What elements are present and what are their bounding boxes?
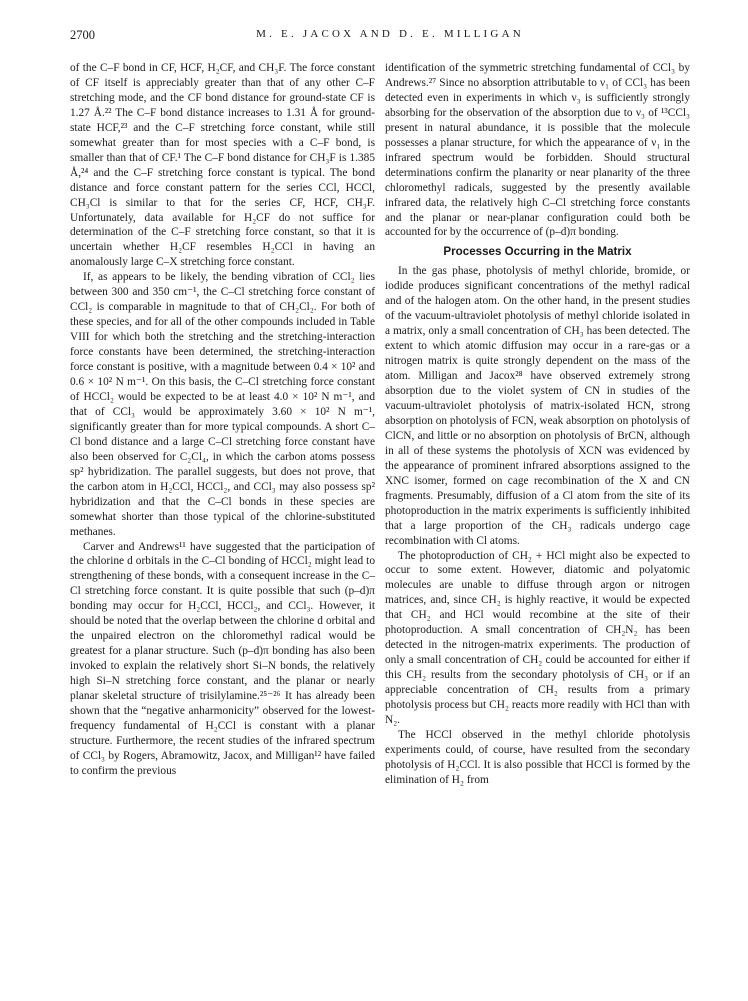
page-header (70, 28, 710, 48)
paragraph: of the C–F bond in CF, HCF, H₂CF, and CH₃F. The force constant of CF itself is appreciably greater than that of any other C–F stretching mode, and the CF bond distance for ground-state CF is 1.27 Å.²² The C–F bond distance increases to 1.31 Å for ground-state HCF,²³ and the C–F stretching force constant, while still somewhat greater than for most species with a C–F bond, is smaller than that of CF.¹ The C–F bond distance for CH₃F is 1.385 Å,²⁴ and the C–F stretching force constant is typical. The bond distance and force constant pattern for the series CCl, HCCl, CH₃Cl is similar to that for the series CF, HCF, CH₃F. Unfortunately, data available for H₂CF do not suffice for determination of the C–F stretching force constant, so that it is uncertain whether H₂CF resembles H₂CCl in having an anomalously large C–X stretching force constant. (70, 62, 375, 269)
paragraph: The photoproduction of CH₂ + HCl might also be expected to occur to some extent. However, diatomic and polyatomic molecules are unable to diffuse through argon or nitrogen matrices, and, since CH₂ is highly reactive, it would be expected that CH₂ and HCl would recombine at the site of their photoproduction. A small concentration of CH₂N₂ has been detected in the nitrogen-matrix experiments. The production of only a small concentration of CH₂ could be accounted for either if this CH₂ results from the secondary photolysis of CH₃ or if an appreciable concentration of CH₂ results from a primary photolysis process but CH₂ reacts more readily with HCl than with N₂. (385, 549, 690, 726)
right-column (385, 61, 690, 788)
page-number: 2700 (70, 28, 95, 42)
paragraph: identification of the symmetric stretching fundamental of CCl₃ by Andrews.²⁷ Since no absorption attributable to ν₁ of CCl₃ has been detected even in experiments in which ν₃ is sufficiently strongly absorbing for the observation of the absorption due to ν₃ of ¹³CCl₃ present in natural abundance, it is possible that the molecule possesses a planar structure, for which the appearance of ν₁ in the infrared spectrum would be forbidden. Should structural determinations confirm the planarity or near planarity of the three chloromethyl radicals, suggested by the presently available infrared data, the relatively high C–Cl stretching force constants and the planar or near-planar configuration could both be accounted for by the occurrence of (p–d)π bonding. (385, 62, 690, 239)
paragraph: Carver and Andrews¹¹ have suggested that the participation of the chlorine d orbitals in the C–Cl bonding of HCCl₂ might lead to strengthening of these bonds, with a consequent increase in the C–Cl stretching force constant. It is quite possible that such (p–d)π bonding may occur for H₂CCl, HCCl₂, and CCl₃. However, it should be noted that the overlap between the chlorine d orbital and the unpaired electron on the chloromethyl radical would be greatest for a planar structure. Such (p–d)π bonding has also been invoked to explain the relatively short Si–N bonds, the relatively high Si–N stretching force constant, and the planar or nearly planar skeletal structure of trisilylamine.²⁵⁻²⁶ It has already been shown that the “negative anharmonicity” observed for the lowest-frequency fundamental of H₂CCl is constant with a planar structure. Furthermore, the recent studies of the infrared spectrum of CCl₃ by Rogers, Abramowitz, Jacox, and Milligan¹² have failed to confirm the previous (70, 540, 375, 777)
paragraph: The HCCl observed in the methyl chloride photolysis experiments could, of course, have resulted from the secondary photolysis of H₂CCl. It is also possible that HCCl is formed by the elimination of H₂ from (385, 728, 690, 786)
paragraph: In the gas phase, photolysis of methyl chloride, bromide, or iodide produces significant concentrations of the methyl radical and of the halogen atom. On the other hand, in the present studies of the vacuum-ultraviolet photolysis of methyl chloride isolated in a matrix, only a small concentration of CH₃ has been detected. The extent to which atomic diffusion may occur in a rare-gas or a nitrogen matrix is quite strongly dependent on the mass of the atom. Milligan and Jacox²⁸ have observed extremely strong absorption due to the violet system of CN in studies of the vacuum-ultraviolet photolysis of matrix-isolated HCN, strong absorption on photolysis of FCN, weak absorption on photolysis of ClCN, and little or no absorption on photolysis of BrCN, although in all of these systems the photolysis of XCN was evidenced by the appearance of prominent infrared absorptions assigned to the XNC isomer, formed on cage recombination of the X and CN fragments. Presumably, diffusion of a Cl atom from the site of its photoproduction in the matrix experiments is sufficiently inhibited that a large proportion of the CH₃ radicals undergo cage recombination with Cl atoms. (385, 265, 691, 547)
running-title: M. E. JACOX AND D. E. MILLIGAN (256, 28, 524, 40)
section-heading: Processes Occurring in the Matrix (443, 245, 632, 259)
paragraph: If, as appears to be likely, the bending vibration of CCl₂ lies between 300 and 350 cm⁻¹, the C–Cl stretching force constant of CCl₂ is comparable in magnitude to that of CH₂Cl₂. For both of these species, and for all of the other compounds included in Table VIII for which both the stretching and the stretching-interaction force constants have been determined, the stretching-interaction force constant is positive, with a magnitude between 0.4 × 10² and 0.6 × 10² N m⁻¹. On this basis, the C–Cl stretching force constant of HCCl₂ would be expected to be at least 4.0 × 10² N m⁻¹, and that of CCl₃ would be approximately 3.60 × 10² N m⁻¹, significantly greater than for more typical compounds. A short C–Cl bond distance and a large C–Cl stretching force constant have also been observed for C₂Cl₄, in which the carbon atoms possess sp² hybridization. The parallel suggests, but does not prove, that the carbon atom in H₂CCl, HCCl₂, and CCl₃ may also possess sp² hybridization and that the C–Cl bonds in these species are somewhat shorter than those typical of the chlorine-substituted methanes. (70, 271, 375, 538)
left-column (70, 61, 375, 779)
